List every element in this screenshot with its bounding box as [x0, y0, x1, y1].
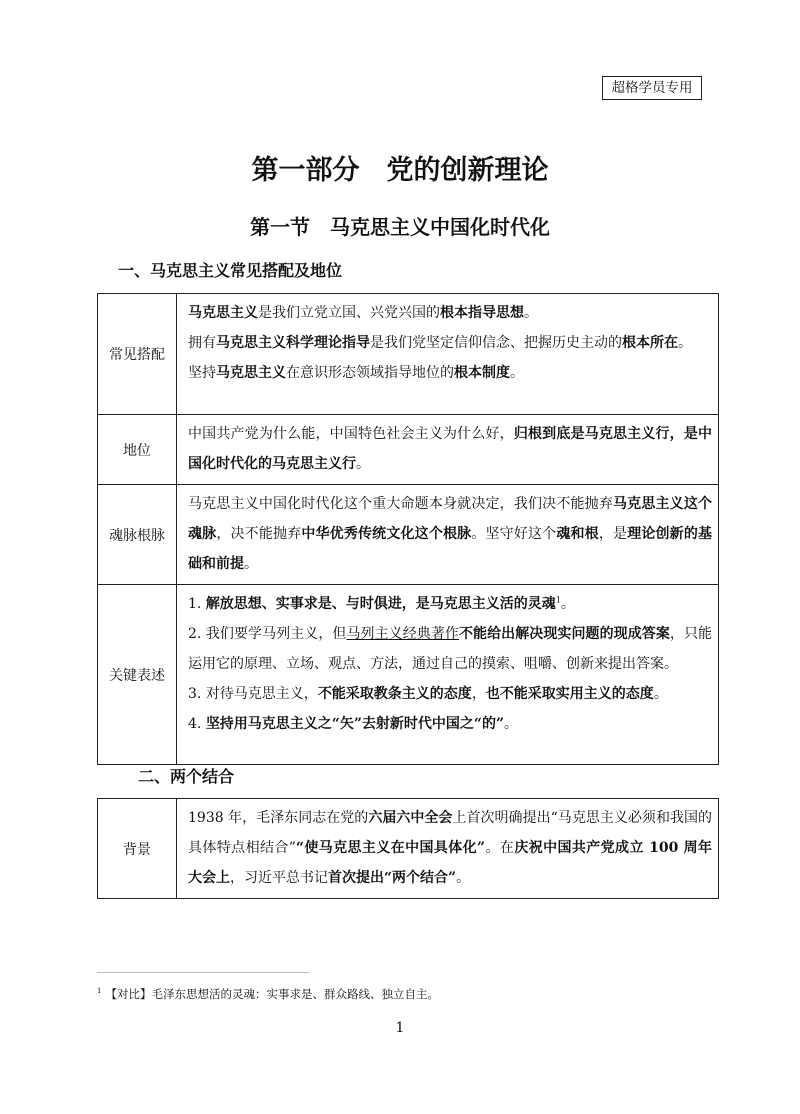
section1-heading: 一、马克思主义常见搭配及地位 — [118, 261, 343, 280]
section-subtitle: 第一节 马克思主义中国化时代化 — [250, 215, 550, 239]
text-run: 不能给出解决现实问题的现成答案 — [458, 626, 670, 642]
paragraph — [188, 619, 712, 679]
text-run: 首次提出“两个结合” — [328, 870, 457, 886]
text-run: 归根到底是马克思主义行，是中国化时代化的马克思主义行 — [188, 426, 713, 472]
text-run: 拥有 — [188, 335, 216, 351]
text-run: 也不能采取实用主义的态度 — [485, 686, 654, 702]
text-run: 。在 — [485, 840, 515, 856]
text-run: 。 — [653, 686, 668, 702]
text-run: 3. 对待马克思主义， — [188, 686, 318, 702]
paragraph — [188, 589, 712, 619]
footnote — [97, 986, 439, 1002]
text-run: “使马克思主义在中国具体化” — [295, 840, 486, 856]
text-run: 。 — [504, 716, 519, 732]
paragraph — [188, 419, 712, 479]
text-run: 是我们党坚定信仰信念、把握历史主动的 — [370, 335, 622, 351]
text-run: 是我们立党立国、兴党兴国的 — [258, 305, 440, 321]
row-content — [177, 415, 719, 485]
text-run: 不能采取教条主义的态度 — [317, 686, 472, 702]
footnote-ref: 1 — [555, 595, 561, 605]
text-run: 马列主义经典著作 — [346, 626, 459, 642]
section2-heading: 二、两个结合 — [138, 767, 235, 786]
text-run: ，是 — [598, 526, 628, 542]
footnote-marker: 1 — [97, 987, 102, 996]
text-run: 马克思主义 — [216, 365, 286, 381]
text-run: 1938 年，毛泽东同志在党的 — [188, 810, 369, 826]
text-run: 2. 我们要学马列主义，但 — [188, 626, 347, 642]
page-title: 第一部分 党的创新理论 — [251, 155, 549, 186]
text-run: 根本指导思想 — [440, 305, 524, 321]
text-run: 中华优秀传统文化这个根脉 — [301, 526, 472, 542]
text-run: ， — [471, 686, 486, 702]
row-label: 魂脉根脉 — [98, 485, 177, 585]
paragraph — [188, 358, 712, 388]
text-run: 坚持 — [188, 365, 216, 381]
page-number: 1 — [395, 1020, 405, 1036]
row-label: 背景 — [98, 799, 177, 899]
text-run: 马克思主义 — [188, 305, 258, 321]
text-run: 马克思主义中国化时代化这个重大命题本身就决定，我们决不能抛弃 — [188, 496, 613, 512]
row-content — [177, 485, 719, 585]
text-run: ，习近平总书记 — [230, 870, 328, 886]
text-run: 马克思主义科学理论指导 — [216, 335, 370, 351]
text-run: 庆祝中国共产党成立 100 周年大会上 — [188, 840, 712, 886]
section2-table — [97, 798, 719, 899]
paragraph — [188, 803, 712, 893]
table-row — [98, 585, 719, 765]
text-run: 。 — [356, 456, 370, 472]
row-label: 关键表述 — [98, 585, 177, 765]
text-run: 。 — [510, 365, 524, 381]
text-run: 根本所在 — [622, 335, 678, 351]
section1-table — [97, 293, 719, 765]
text-run: 上首次明确提出“马克思主义必须和我国的具体特点相结合” — [188, 810, 713, 856]
text-run: 六届六中全会 — [368, 810, 453, 826]
text-run: 坚持用马克思主义之“矢”去射新时代中国之“的” — [205, 716, 505, 732]
text-run: 在意识形态领域指导地位的 — [286, 365, 454, 381]
row-content — [177, 585, 719, 765]
paragraph — [188, 709, 712, 739]
text-run: 1. — [188, 596, 206, 612]
text-run: 。 — [456, 870, 471, 886]
text-run: 马克思主义这个魂脉 — [188, 496, 712, 542]
row-content — [177, 294, 719, 415]
paragraph — [188, 298, 712, 328]
text-run: 根本制度 — [454, 365, 510, 381]
row-content — [177, 799, 719, 899]
table-row — [98, 294, 719, 415]
text-run: 。 — [524, 305, 538, 321]
table-row — [98, 415, 719, 485]
row-label: 常见搭配 — [98, 294, 177, 415]
text-run: 中国共产党为什么能，中国特色社会主义为什么好， — [188, 426, 514, 442]
text-run: ，决不能抛弃 — [216, 526, 302, 542]
table-row — [98, 799, 719, 899]
row-label: 地位 — [98, 415, 177, 485]
paragraph — [188, 328, 712, 358]
footnote-divider — [97, 972, 309, 973]
paragraph — [188, 489, 712, 579]
member-only-badge: 超格学员专用 — [602, 76, 702, 100]
table-row — [98, 485, 719, 585]
text-run: 理论创新的基础和前提 — [188, 526, 713, 572]
text-run: 魂和根 — [556, 526, 599, 542]
text-run: 解放思想、实事求是、与时俱进，是马克思主义活的灵魂 — [205, 596, 556, 612]
text-run: 4. — [188, 716, 206, 732]
text-run: 。 — [560, 596, 575, 612]
text-run: 。 — [244, 556, 258, 572]
text-run: 。坚守好这个 — [471, 526, 557, 542]
text-run: 。 — [678, 335, 692, 351]
footnote-text: 【对比】毛泽东思想活的灵魂：实事求是、群众路线、独立自主。 — [105, 987, 439, 1001]
paragraph — [188, 679, 712, 709]
text-run: ，只能运用它的原理、立场、观点、方法，通过自己的摸索、咀嚼、创新来提出答案。 — [188, 626, 713, 672]
